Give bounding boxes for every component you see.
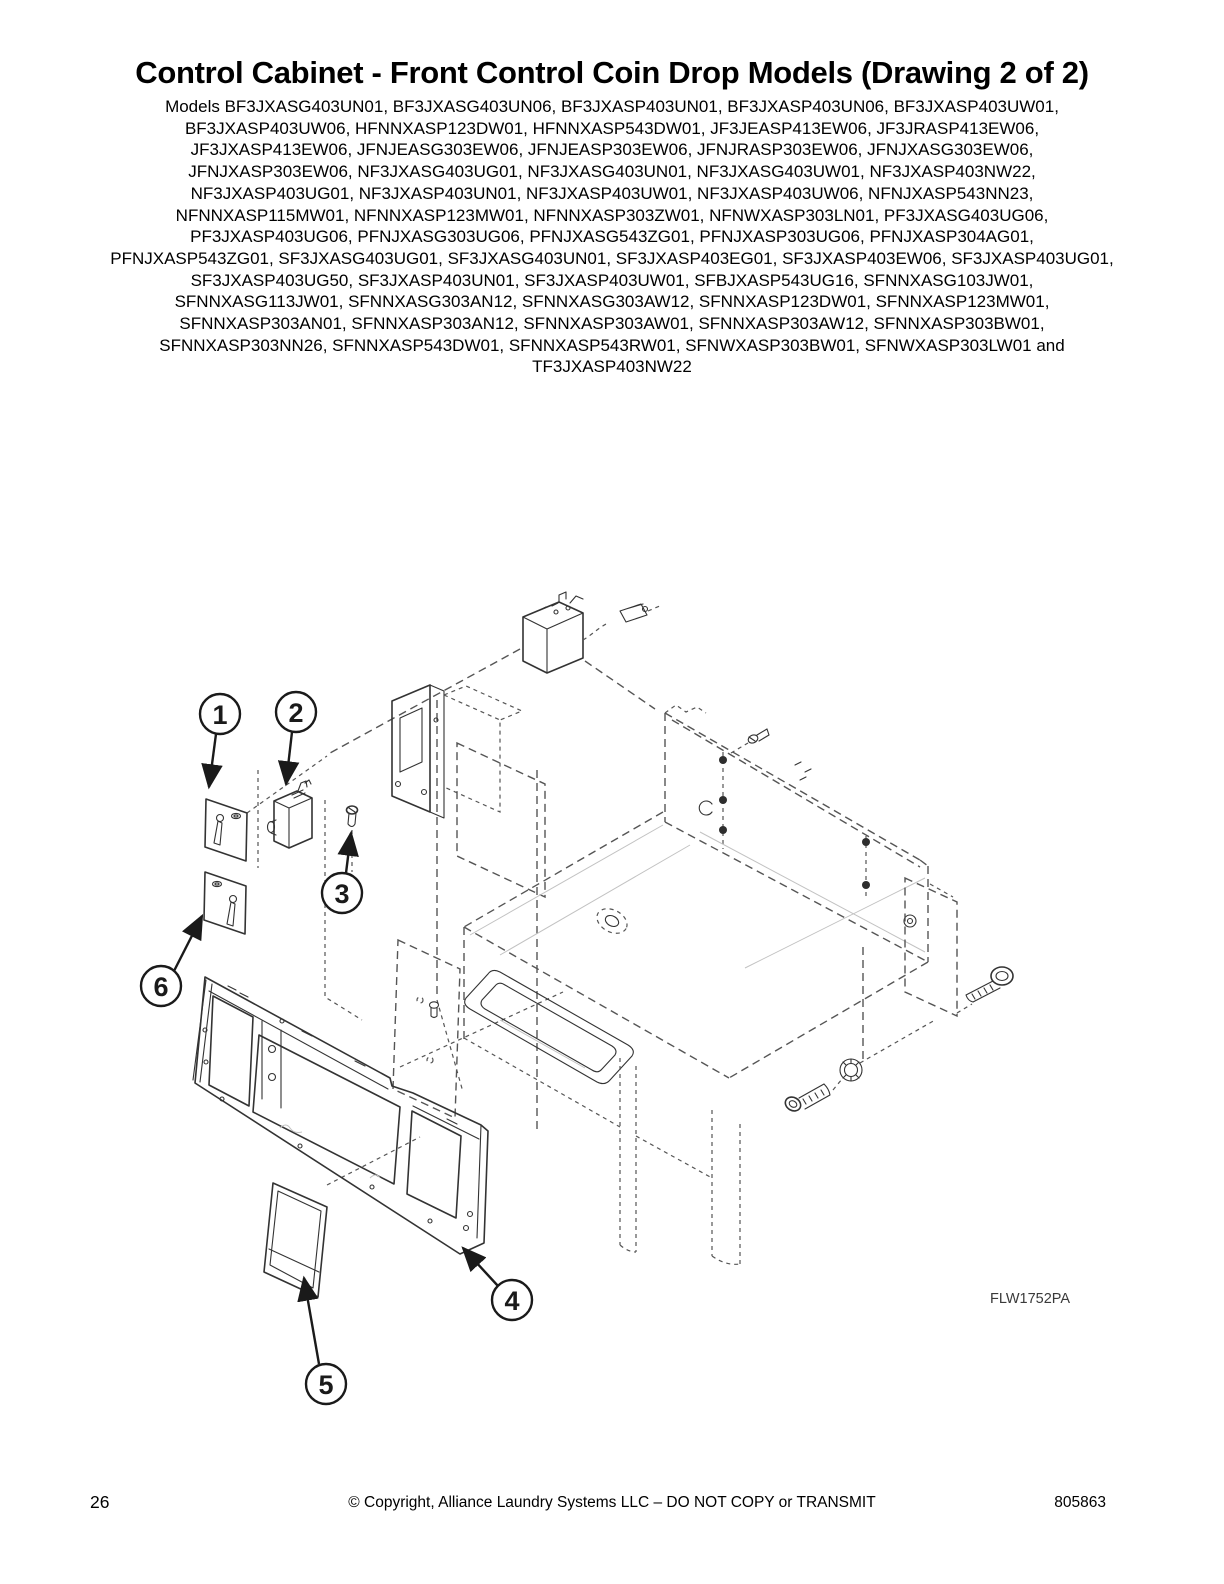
page-footer (0, 1492, 1224, 1522)
figure-code: FLW1752PA (990, 1291, 1071, 1307)
callout-1-number: 1 (212, 700, 228, 730)
callout-6 (141, 916, 202, 1006)
part-6-lock-plate (204, 872, 246, 934)
callout-1 (200, 694, 240, 787)
callout-5-number: 5 (318, 1370, 334, 1400)
models-list: Models BF3JXASG403UN01, BF3JXASG403UN06, BF3JXASP403UN01, BF3JXASP403UN06, BF3JXASP403UW01, BF3JXASP403UW06, HFNNXASP123DW01, HFNNXASP543DW01, JF3JEASP413EW06, JF3JRASP413EW06, JF3JXASP413EW06, JFNJEASG303EW06, JFNJEASP303EW06, JFNJRASP303EW06, JFNJXASG303EW06, JFNJXASP303EW06, NF3JXASG403UG01, NF3JXASG403UN01, NF3JXASG403UW01, NF3JXASP403NW22, NF3JXASP403UG01, NF3JXASP403UN01, NF3JXASP403UW01, NF3JXASP403UW06, NFNJXASP543NN23, NFNNXASP115MW01, NFNNXASP123MW01, NFNNXASP303ZW01, NFNWXASP303LN01, PF3JXASG403UG06, PF3JXASP403UG06, PFNJXASG303UG06, PFNJXASG543ZG01, PFNJXASP303UG06, PFNJXASP304AG01, PFNJXASP543ZG01, SF3JXASG403UG01, SF3JXASG403UN01, SF3JXASP403EG01, SF3JXASP403EW06, SF3JXASP403UG01, SF3JXASP403UG50, SF3JXASP403UN01, SF3JXASP403UW01, SFBJXASP543UG16, SFNNXASG103JW01, SFNNXASG113JW01, SFNNXASG303AN12, SFNNXASG303AW12, SFNNXASP123DW01, SFNNXASP123MW01, SFNNXASP303AN01, SFNNXASP303AN12, SFNNXASP303AW01, SFNNXASP303AW12, SFNNXASP303BW01, SFNNXASP303NN26, SFNNXASP543DW01, SFNNXASP543RW01, SFNWXASP303BW01, SFNWXASP303LW01 and TF3JXASP403NW22 (110, 97, 1114, 377)
part-1-lock-plate (205, 799, 247, 861)
document-number: 805863 (1054, 1494, 1106, 1511)
control-mounting-bracket (392, 685, 545, 897)
callout-4 (463, 1248, 532, 1320)
callout-4-number: 4 (504, 1286, 520, 1316)
callout-6-number: 6 (153, 972, 169, 1002)
part-5-overlay (264, 1183, 327, 1297)
part-4-front-panel (193, 977, 488, 1254)
page-title: Control Cabinet - Front Control Coin Drop Models (Drawing 2 of 2) (135, 55, 1089, 90)
part-3-screw (347, 806, 358, 827)
wire-harness-assembly (523, 592, 662, 673)
fasteners-bottom (783, 1059, 862, 1114)
explosion-leader-lines (247, 649, 972, 1185)
callout-5 (304, 1278, 346, 1404)
copyright-notice: © Copyright, Alliance Laundry Systems LLC – DO NOT COPY or TRANSMIT (348, 1494, 876, 1511)
page-number: 26 (90, 1492, 110, 1512)
part-2-circuit-breaker (268, 780, 313, 848)
side-panel-and-bolt (905, 878, 1013, 1016)
callout-3 (322, 833, 362, 913)
callout-3-number: 3 (334, 879, 350, 909)
callout-2 (276, 692, 316, 784)
cabinet-body (393, 705, 928, 1264)
callout-2-number: 2 (288, 698, 304, 728)
